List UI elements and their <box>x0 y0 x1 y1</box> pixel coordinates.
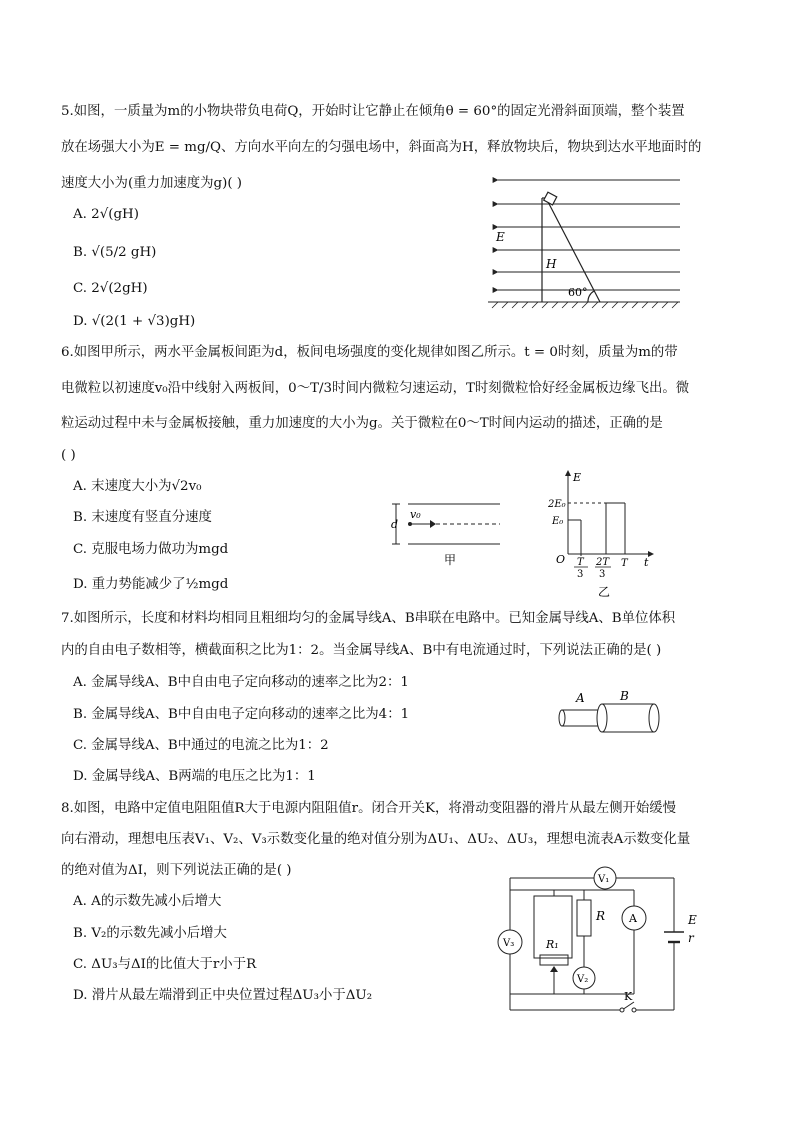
q8-source-r: r <box>688 931 694 945</box>
q5-stem-line3: 速度大小为(重力加速度为g)( ) <box>61 176 243 191</box>
q7-label-A: A <box>576 691 585 705</box>
q5-stem-line1: 5.如图，一质量为m的小物块带负电荷Q，开始时让它静止在倾角θ = 60°的固定光滑斜面顶端，整个装置 <box>61 104 685 119</box>
q8-resistor-R1: R₁ <box>546 938 559 951</box>
q6-yi-label: 乙 <box>598 585 611 599</box>
q8-meter-V1: V₁ <box>598 874 610 885</box>
q6-graph-E0-label: E₀ <box>552 516 564 527</box>
q6-graph-2E0-label: 2E₀ <box>548 499 566 510</box>
q7-label-B: B <box>620 689 629 703</box>
q8-circuit-figure <box>484 860 710 1020</box>
q8-stem-line3: 的绝对值为ΔI，则下列说法正确的是( ) <box>61 863 292 878</box>
q8-option-b: B. V₂的示数先减小后增大 <box>73 926 227 941</box>
q6-graph-2T3-den: 3 <box>599 569 606 580</box>
q7-stem-line1: 7.如图所示，长度和材料均相同且粗细均匀的金属导线A、B串联在电路中。已知金属导线A、B单位体积 <box>61 611 676 626</box>
q7-option-b: B. 金属导线A、B中自由电子定向移动的速率之比为4：1 <box>73 707 410 722</box>
q5-option-d: D. √(2(1 + √3)gH) <box>73 314 196 329</box>
q6-graph-T3-den: 3 <box>577 569 584 580</box>
q6-plates-figure <box>388 496 508 576</box>
q6-graph-t-label: t <box>644 556 649 569</box>
q6-field-graph <box>548 470 658 600</box>
q6-graph-2T3-num: 2T <box>596 557 610 568</box>
q8-stem-line2: 向右滑动，理想电压表V₁、V₂、V₃示数变化量的绝对值分别为ΔU₁、ΔU₂、ΔU₃，理想电流表A示数变化量 <box>61 832 691 847</box>
q7-option-a: A. 金属导线A、B中自由电子定向移动的速率之比为2：1 <box>73 675 409 690</box>
q5-option-a: A. 2√(gH) <box>73 207 139 222</box>
q6-graph-T3-num: T <box>577 557 584 568</box>
q8-option-d: D. 滑片从最左端滑到正中央位置过程ΔU₃小于ΔU₂ <box>73 988 373 1003</box>
q8-resistor-R: R <box>596 909 606 923</box>
q6-stem-line4: ( ) <box>61 448 76 463</box>
q6-d-label: d <box>391 518 399 531</box>
q6-option-c: C. 克服电场力做功为mgd <box>73 542 229 557</box>
q8-stem-line1: 8.如图，电路中定值电阻阻值R大于电源内阻阻值r。闭合开关K，将滑动变阻器的滑片从最左侧开始缓慢 <box>61 801 677 816</box>
q7-option-d: D. 金属导线A、B两端的电压之比为1：1 <box>73 769 316 784</box>
q7-option-c: C. 金属导线A、B中通过的电流之比为1：2 <box>73 738 329 753</box>
q5-stem-line2: 放在场强大小为E = mg/Q、方向水平向左的匀强电场中，斜面高为H，释放物块后，物块到达水平地面时的 <box>61 140 702 155</box>
q8-option-c: C. ΔU₃与ΔI的比值大于r小于R <box>73 957 257 972</box>
q6-graph-origin-label: O <box>556 553 566 566</box>
q8-option-a: A. A的示数先减小后增大 <box>73 894 222 909</box>
q5-height-label: H <box>546 257 557 271</box>
q6-v0-label: v₀ <box>410 508 421 521</box>
q6-option-a: A. 末速度大小为√2v₀ <box>73 479 202 494</box>
q6-stem-line3: 粒运动过程中未与金属板接触，重力加速度的大小为g。关于微粒在0～T时间内运动的描述，正确的是 <box>61 416 663 431</box>
q8-source-E: E <box>688 913 697 927</box>
q8-meter-V2: V₂ <box>577 974 589 985</box>
q6-graph-E-label: E <box>573 471 582 484</box>
q6-stem-line2: 电微粒以初速度v₀沿中线射入两板间，0～T/3时间内微粒匀速运动，T时刻微粒恰好经金属板边缘飞出。微 <box>61 381 690 396</box>
q5-option-b: B. √(5/2 gH) <box>73 245 157 260</box>
q6-option-b: B. 末速度有竖直分速度 <box>73 510 212 525</box>
q8-switch-K: K <box>624 990 633 1003</box>
q7-stem-line2: 内的自由电子数相等，横截面积之比为1：2。当金属导线A、B中有电流通过时，下列说法正确的是( ) <box>61 643 662 658</box>
q5-option-c: C. 2√(2gH) <box>73 281 148 296</box>
q7-conductor-figure <box>556 688 666 738</box>
q8-meter-V3: V₃ <box>503 938 515 949</box>
q5-field-label: E <box>496 230 505 244</box>
q5-incline-figure <box>488 172 688 312</box>
q8-meter-A: A <box>629 912 637 925</box>
q6-option-d: D. 重力势能减少了½mgd <box>73 577 229 592</box>
q6-graph-T-label: T <box>621 558 628 569</box>
q6-stem-line1: 6.如图甲所示，两水平金属板间距为d，板间电场强度的变化规律如图乙所示。t = 0时刻，质量为m的带 <box>61 345 678 360</box>
q5-angle-label: 60° <box>568 286 588 299</box>
q6-jia-label: 甲 <box>444 553 457 567</box>
